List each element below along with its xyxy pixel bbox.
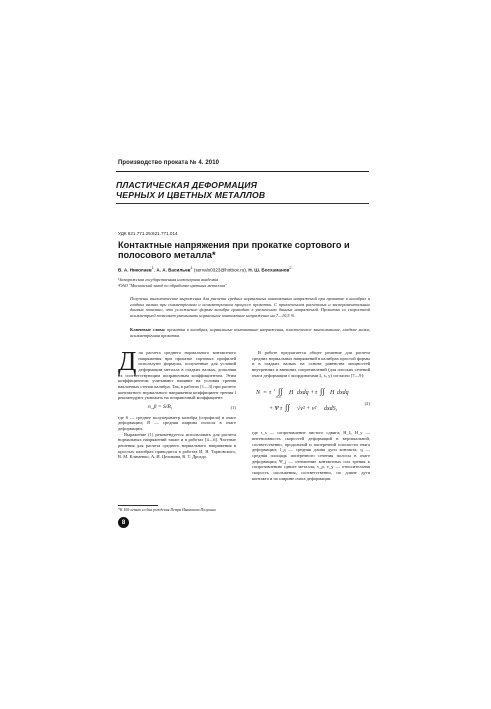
svg-text:H: H [289, 390, 294, 397]
left-paragraph-2: где S — среднее полупериметр калибра (сорофила) в очаге деформации; B — средняя ширина полосы в очаге деформации. [118, 414, 236, 431]
left-paragraph-1-text: ля расчета среднего нормального контактного напряжения при прокатке сортовых профилей используют формулы, полученные для условий деформации металла в гладких валках, дополняя их соответствующим поправочным коэффициентом. Этим коэффициентом учитывают влияние на условия трения наклонных стенок калибра. Так, в работах [1—3] при расчете контактного нормального напряжения коэффициент трения f рекомендуют умножать на поправочный коэффициент: [118, 350, 236, 401]
keywords-text: прокатка в калибрах, нормальные контактные напряжения, пластическое заневоливание, гладкие валки, асимметричная прокатка. [130, 327, 370, 338]
author-3-sup: 2 [289, 266, 292, 270]
formula-2-number: (2) [364, 401, 370, 407]
article-title: Контактные напряжения при прокатке сортового и полосового металла* [118, 240, 350, 260]
svg-text:√v² + v²: √v² + v² [297, 406, 317, 413]
left-paragraph-1 [118, 346, 236, 401]
svg-text:H: H [330, 390, 335, 397]
body-column-left [118, 346, 236, 460]
svg-text:τ: τ [315, 390, 318, 397]
author-list: В. А. Николаев$^1$, А. А. Васильев$^1$ (servalo0323@hotbox.ru), Н. Ш. Босхаманов$^2$ [118, 266, 292, 273]
journal-issue-line: Производство проката № 4. 2010 [118, 160, 220, 166]
svg-text:N: N [256, 390, 261, 397]
author-1-sup: 1 [151, 266, 154, 270]
left-paragraph-3: Выражение (1) рекомендуется использовать для расчета нормальных напряжений также и в работах [4—6]. Частные решения для расчета среднего нормального напряжения в простых калибрах приводятся в работах И. Я. Тарновского, В. М. Клименко, А. И. Целикова, В. Т. Дроздо. [118, 431, 236, 460]
author-2-email[interactable]: (servalo0323@hotbox.ru) [192, 267, 246, 273]
svg-text:dxdq: dxdq [337, 390, 349, 397]
section-title-line-2: ЧЕРНЫХ И ЦВЕТНЫХ МЕТАЛЛОВ [116, 189, 266, 200]
svg-text:∫∫: ∫∫ [278, 387, 283, 397]
svg-text:l: l [274, 388, 275, 393]
body-column-right [252, 350, 370, 481]
page-number-badge: 8 [118, 517, 129, 528]
svg-text:τ: τ [280, 406, 283, 413]
footnote-rule [118, 505, 158, 506]
svg-text:=: = [263, 390, 268, 397]
drop-cap: Д [118, 346, 137, 376]
formula-1 [148, 405, 236, 411]
keywords-label: Ключевые слова: [130, 327, 166, 332]
svg-text:dxdq +: dxdq + [297, 390, 315, 397]
author-3-name: Н. Ш. Босхаманов [248, 267, 290, 273]
svg-text:∫∫: ∫∫ [320, 387, 325, 397]
formula-1-expression: n_β = S/B, [148, 403, 173, 410]
author-2-name: А. А. Васильев [156, 267, 191, 273]
formula-2-graphic [252, 382, 352, 426]
svg-text:+ Ψ: + Ψ [269, 406, 279, 413]
footnote: *К 100-летию со дня рождения Петра Ивановича Полухина [118, 508, 216, 512]
section-rule [116, 203, 369, 204]
svg-text:0 0: 0 0 [276, 395, 281, 400]
right-paragraph-1: В работе предлагается общее решение для расчета средних нормальных напряжений в калибрах простой формы и в гладких валках на основе равенства мощностей внутренних и внешних сопротивлений (для плоских сечений очага деформации с координатами ξ, x, y) согласно [7—9]: [252, 350, 370, 378]
svg-text:dxdS,: dxdS, [324, 406, 338, 413]
author-2-sup: 1 [190, 266, 193, 270]
formula-2 [252, 382, 370, 426]
author-1-name: В. А. Николаев [118, 267, 152, 273]
right-paragraph-2: где τ_s — сопротивление чистого сдвига; H_ξ, H_y — интенсивность скоростей деформаций в вертикальной, соответственно, продольной и поперечной плоскости очага деформации; l_д — средняя длина дуги контакта; q — средняя площадь поперечного сечения полосы в очаге деформации; Ψ_j — отношение контактных сил трения к сопротивлению сдвиге металла; v_ρ, v_y — относительная скорость скольжения, соответственно, по длине дуги контакта и по ширине очага деформации. [252, 430, 370, 481]
section-heading [116, 181, 369, 204]
section-title-line-1: ПЛАСТИЧЕСКАЯ ДЕФОРМАЦИЯ [116, 180, 258, 190]
affiliation-2: ²ОАО "Московский завод по обработке цветных металлов" [118, 282, 227, 288]
header-rule [116, 171, 369, 172]
affiliations [118, 277, 370, 288]
svg-text:τ: τ [269, 390, 272, 397]
abstract: Получены аналитические выражения для расчета средних нормальных контактных напряжений при прокатке в калибрах и гладких валках при симметричном и асимметричном процессе прокатки. С привлечением расчетных и экспериментальных данных показано, что усложнение формы калибра приводит к увеличению данных напряжений. Прокатка со скоростной асимметрией позволяет уменьшить нормальное контактное напряжение на 7—10,5 %. [130, 296, 370, 319]
formula-1-number: (1) [230, 404, 236, 410]
affiliation-1: ¹Запорожская государственная инженерная академия [118, 277, 219, 282]
keywords [130, 327, 370, 338]
svg-text:∫∫: ∫∫ [285, 403, 290, 413]
udc-code: УДК 621.771.25:621.771.014 [118, 231, 178, 236]
